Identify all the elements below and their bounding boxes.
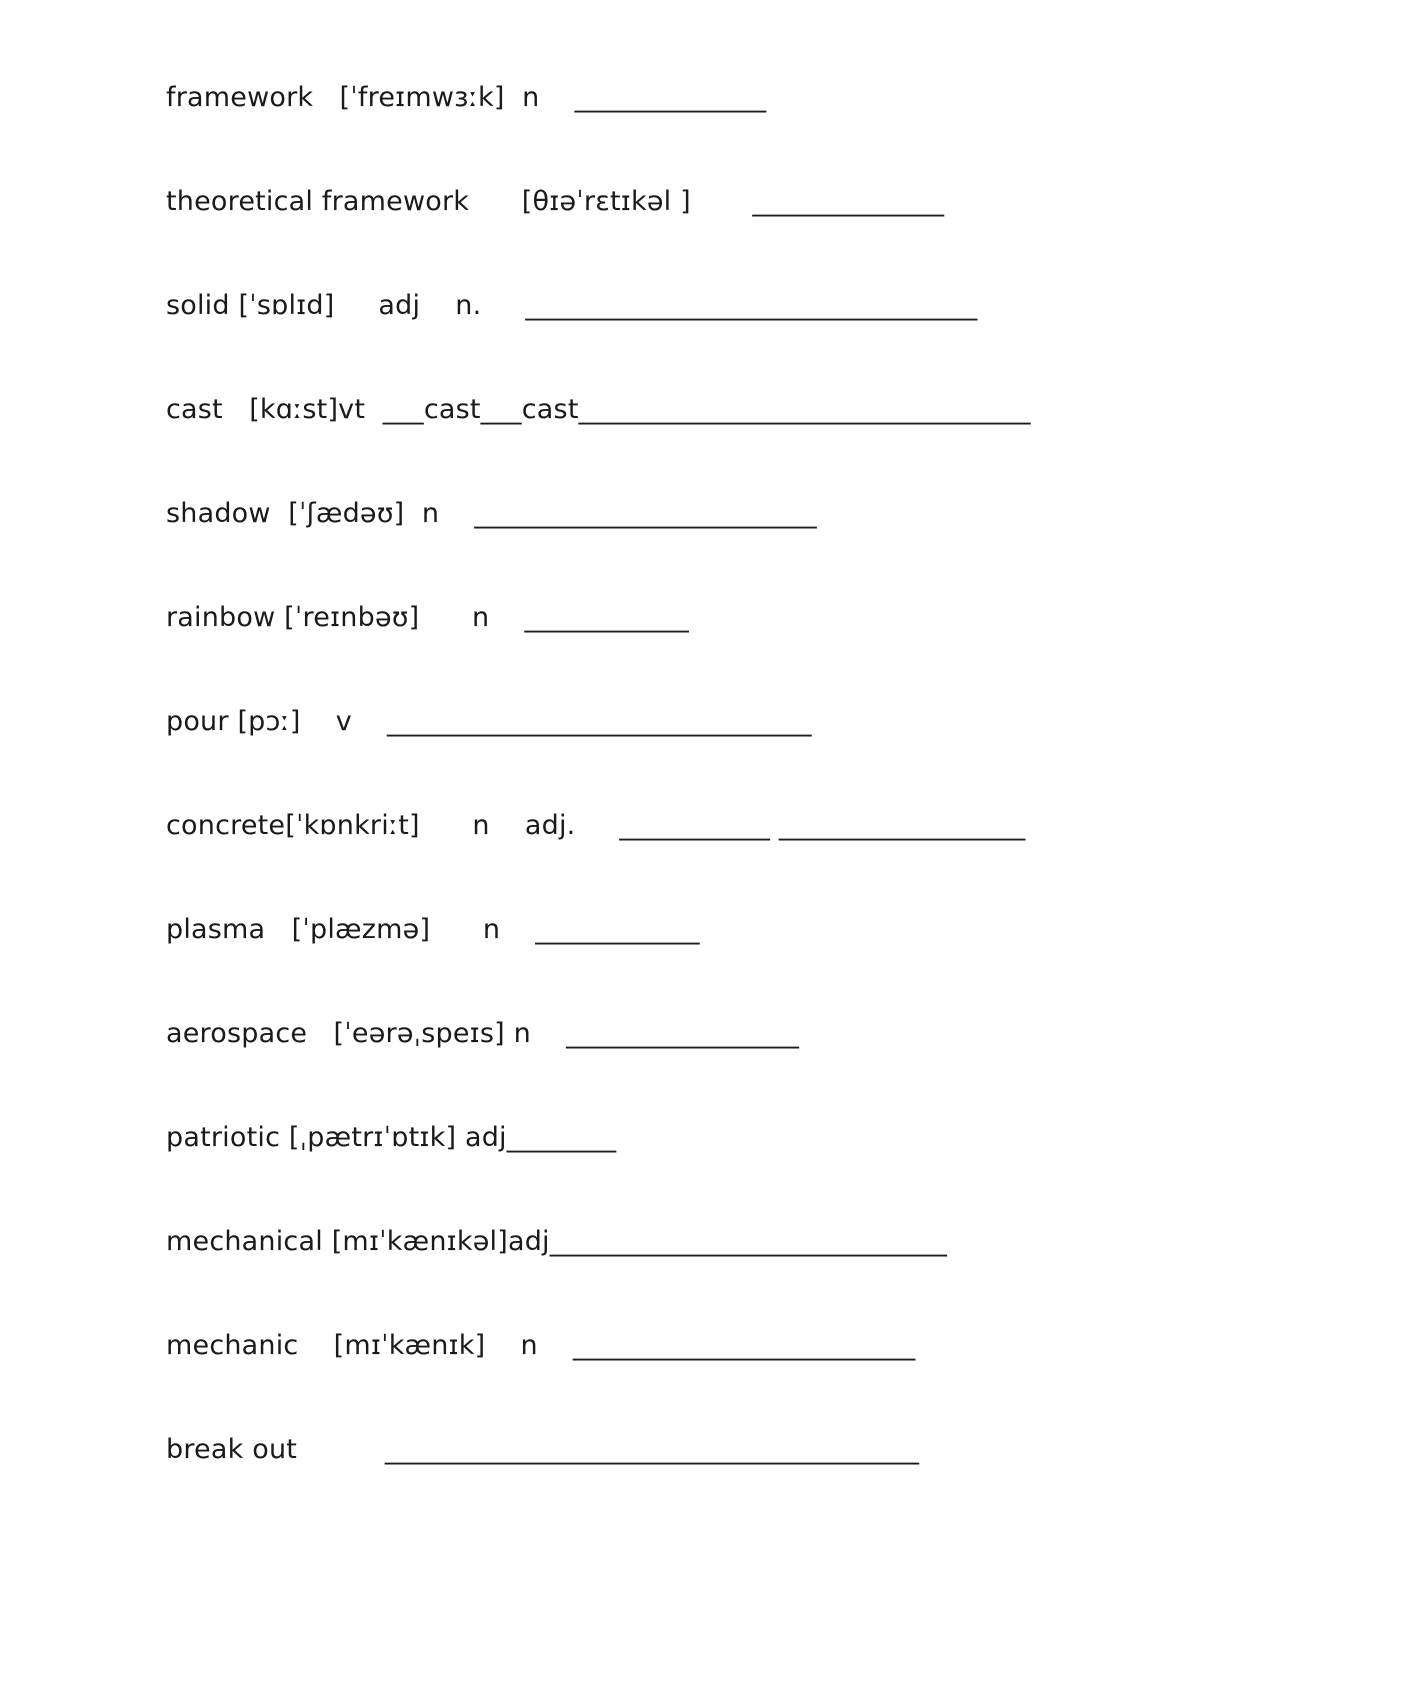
vocab-line-mechanical: mechanical [mɪˈkænɪkəl]adj_____________________________ [166,1226,948,1257]
vocab-line-patriotic: patriotic [ˌpætrɪˈɒtɪk] adj________ [166,1122,617,1153]
vocab-line-concrete: concrete[ˈkɒnkriːt] n adj. ___________ __________________ [166,810,1026,841]
vocab-line-theoretical-framework: theoretical framework [θɪəˈrɛtɪkəl ] ______________ [166,186,945,217]
vocab-line-rainbow: rainbow [ˈreɪnbəʊ] n ____________ [166,602,689,633]
vocab-line-plasma: plasma [ˈplæzmə] n ____________ [166,914,700,945]
vocab-line-break-out: break out _______________________________________ [166,1434,920,1465]
vocab-line-mechanic: mechanic [mɪˈkænɪk] n _________________________ [166,1330,916,1361]
vocab-line-aerospace: aerospace [ˈeərəˌspeɪs] n _________________ [166,1018,800,1049]
vocab-line-framework: framework [ˈfreɪmwɜːk] n ______________ [166,82,767,113]
vocab-line-cast: cast [kɑːst]vt ___cast___cast_________________________________ [166,394,1031,425]
vocab-line-shadow: shadow [ˈʃædəʊ] n _________________________ [166,498,817,529]
vocab-line-pour: pour [pɔː] v _______________________________ [166,706,812,737]
vocab-line-solid: solid [ˈsɒlɪd] adj n. _________________________________ [166,290,978,321]
